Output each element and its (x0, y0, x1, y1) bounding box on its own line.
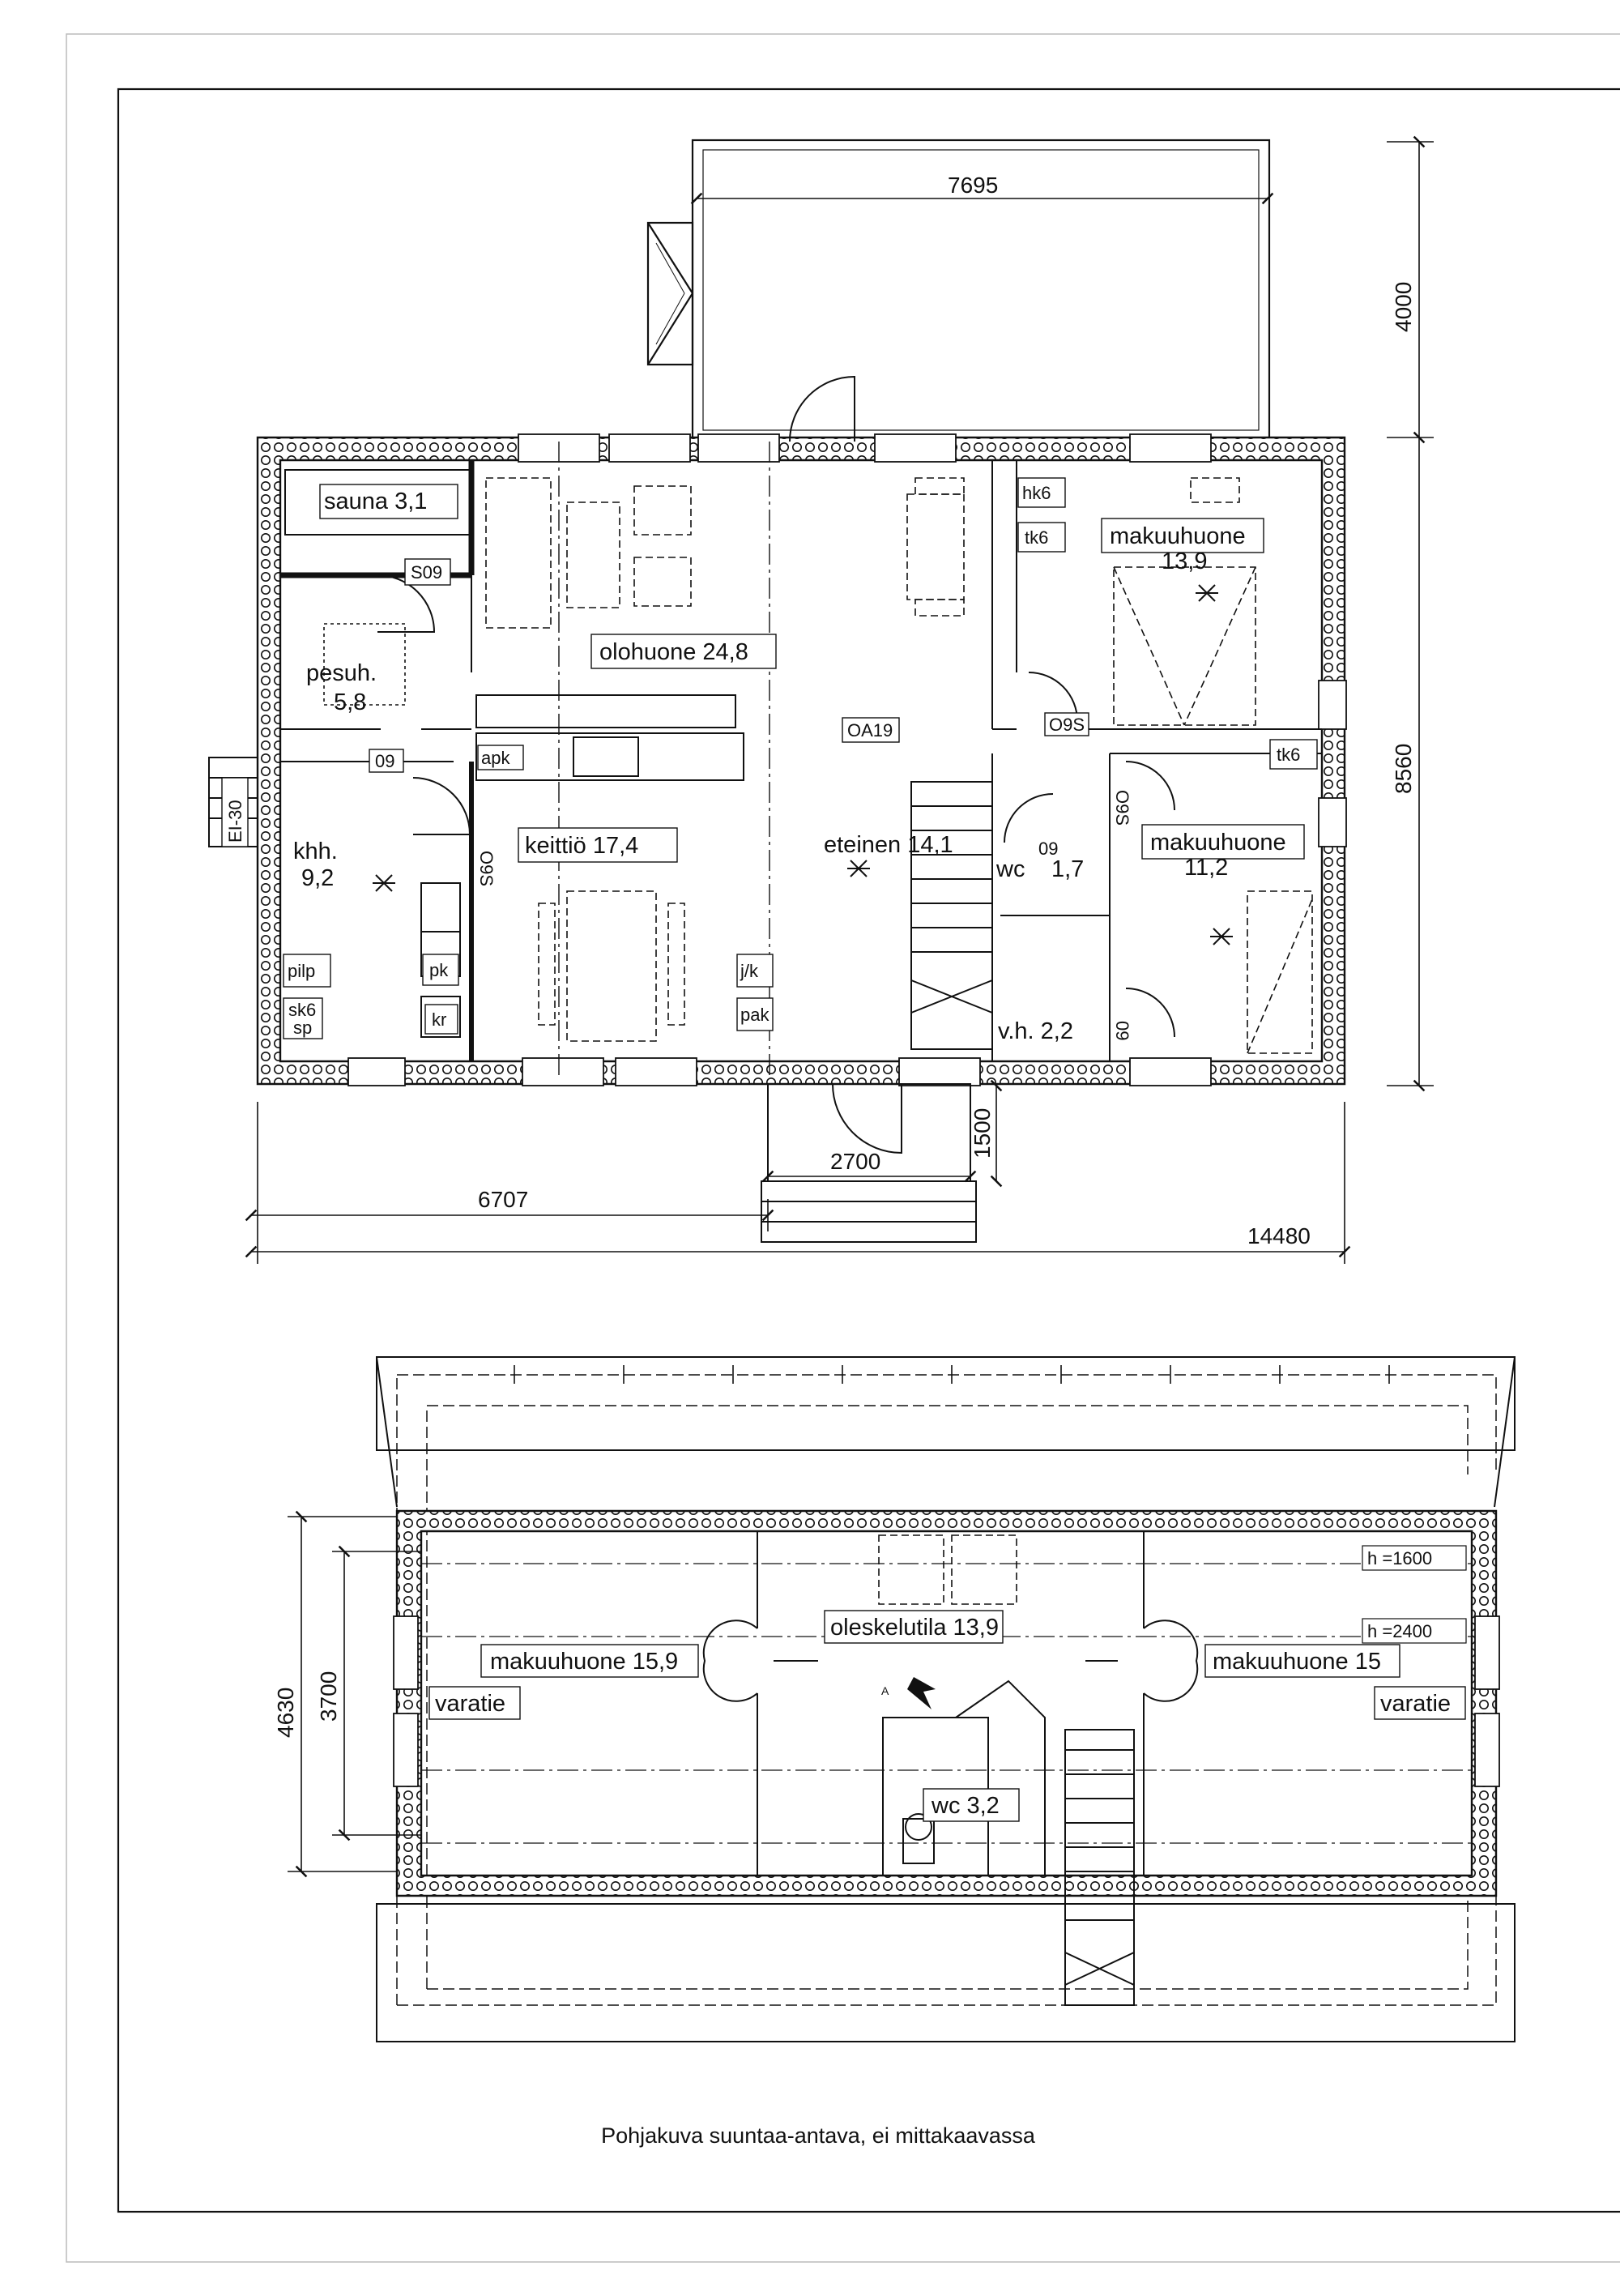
light-icon (1196, 585, 1218, 601)
attic-dimension-text (273, 1671, 341, 1738)
room-label-makuuhuone-1-area: 13,9 (1162, 548, 1208, 574)
sheet-frames (66, 34, 1620, 2262)
room-label-vh: v.h. 2,2 (998, 1018, 1073, 1044)
attic-stairs (1065, 1730, 1134, 2005)
tag-09-a: 09 (375, 751, 395, 771)
plan-caption: Pohjakuva suuntaa-antava, ei mittakaavassa (601, 2123, 1035, 2148)
attic-height-tags (1362, 1546, 1466, 1643)
room-label-sauna: sauna 3,1 (324, 489, 428, 514)
attic-label-varatie-left: varatie (435, 1691, 506, 1717)
tag-kr: kr (432, 1009, 447, 1030)
dim-porch-depth: 1500 (970, 1107, 995, 1159)
attic-dim-inner: 3700 (316, 1671, 341, 1722)
tag-oa19: OA19 (847, 720, 893, 740)
attic-room-label-wc: wc 3,2 (932, 1793, 1000, 1819)
light-icon (847, 860, 870, 877)
light-icon (1210, 928, 1233, 945)
dim-house-depth: 8560 (1391, 743, 1416, 794)
room-label-olohuone: olohuone 24,8 (599, 639, 748, 665)
attic-roof-outline (377, 1357, 1515, 2042)
dim-porch-width: 2700 (830, 1149, 881, 1174)
ground-floor-dimensions (251, 142, 1434, 1264)
attic-dim-outer: 4630 (273, 1687, 298, 1738)
tag-hk6: hk6 (1022, 483, 1051, 503)
tag-09-c: 09 (1038, 839, 1059, 859)
dim-total-width: 14480 (1247, 1223, 1311, 1248)
dim-terrace-width: 7695 (948, 173, 999, 198)
tag-sp: sp (293, 1018, 313, 1038)
tag-sk6: sk6 (288, 1000, 317, 1020)
room-label-pesuh: pesuh. (306, 660, 377, 686)
room-label-keittio: keittiö 17,4 (525, 833, 639, 859)
tag-pak: pak (740, 1005, 770, 1025)
room-label-wc: wc (996, 856, 1025, 882)
dim-terrace-depth: 4000 (1391, 281, 1416, 332)
room-label-makuuhuone-2-area: 11,2 (1184, 855, 1229, 881)
tag-o9s-c: O9S (1112, 790, 1132, 826)
tag-tk6-a: tk6 (1025, 527, 1049, 548)
tag-09-b: 09 (1112, 1021, 1132, 1041)
attic-room-label-oleskelutila: oleskelutila 13,9 (830, 1615, 999, 1641)
attic-interior-walls (704, 1531, 1197, 1876)
tag-o9s-a: O9S (1049, 715, 1085, 735)
attic-exterior-walls (397, 1511, 1496, 1896)
room-label-makuuhuone-2: makuuhuone (1150, 830, 1286, 856)
dim-left-offset: 6707 (478, 1187, 529, 1212)
stairs-ground (911, 782, 992, 1049)
room-label-wc-area: 1,7 (1051, 856, 1085, 882)
attic-plan (273, 1357, 1515, 2042)
attic-height-2400: h =2400 (1367, 1621, 1433, 1641)
room-label-khh-area: 9,2 (301, 865, 335, 891)
attic-room-label-makuuhuone-left: makuuhuone 15,9 (490, 1649, 679, 1675)
tag-pilp: pilp (288, 961, 316, 981)
tag-pk: pk (429, 960, 449, 980)
tag-s09: S09 (411, 562, 443, 583)
attic-marker-label: A (881, 1684, 889, 1697)
attic-room-labels (429, 1611, 1465, 1821)
light-icon (373, 875, 395, 891)
room-label-eteinen: eteinen 14,1 (824, 832, 953, 858)
room-label-pesuh-area: 5,8 (334, 689, 367, 715)
room-label-makuuhuone-1: makuuhuone (1110, 523, 1246, 549)
room-label-khh: khh. (293, 839, 338, 864)
attic-label-varatie-right: varatie (1380, 1691, 1452, 1717)
attic-room-label-makuuhuone-right: makuuhuone 15 (1213, 1649, 1381, 1675)
tag-o9s-b: O9S (476, 851, 497, 887)
tag-jk: j/k (740, 961, 758, 981)
attic-marker-arrow-icon (881, 1677, 936, 1709)
attic-height-1600: h =1600 (1367, 1548, 1433, 1568)
ground-floor-dimension-text (478, 173, 1416, 1248)
tag-ei30: EI-30 (225, 800, 245, 843)
ground-floor-plan (209, 140, 1346, 1242)
tag-apk: apk (481, 748, 510, 768)
attic-skylights (879, 1535, 1017, 1604)
tag-tk6-b: tk6 (1277, 745, 1301, 765)
